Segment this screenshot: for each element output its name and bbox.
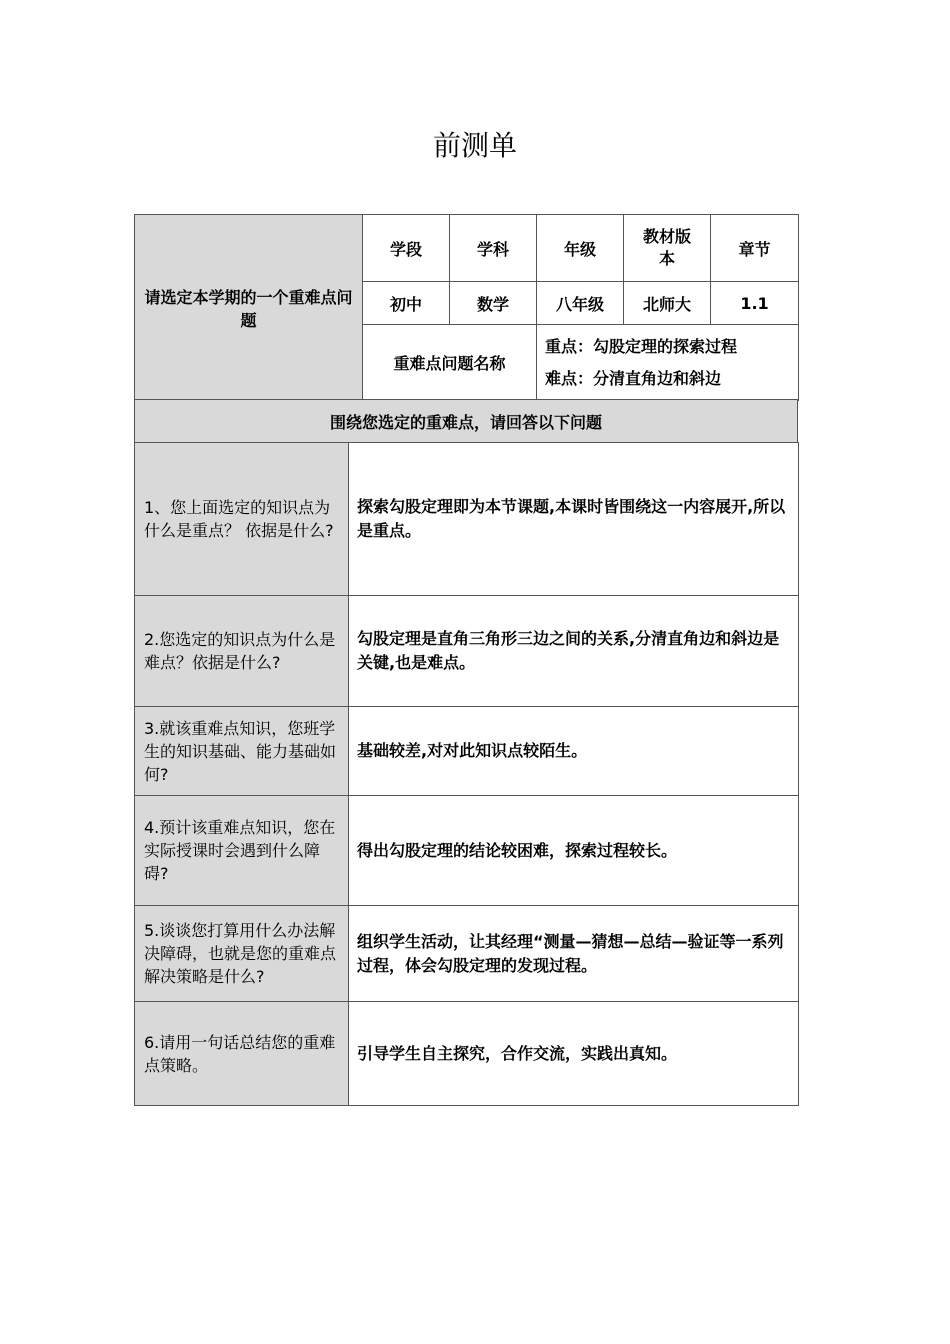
focus-cell (537, 325, 799, 401)
val-grade: 八年级 (537, 282, 624, 325)
qa-table (134, 442, 799, 1106)
col-stage: 学段 (363, 215, 450, 282)
col-textbook: 教材版本 (624, 215, 711, 282)
val-textbook: 北师大 (624, 282, 711, 325)
qa-row (135, 796, 799, 906)
qa-row (135, 906, 799, 1002)
question: 4.预计该重难点知识，您在实际授课时会遇到什么障碍? (135, 796, 349, 906)
qa-row (135, 596, 799, 707)
col-subject: 学科 (450, 215, 537, 282)
difficulty-text: 难点：分清直角边和斜边 (545, 368, 722, 388)
question: 6.请用一句话总结您的重难点策略。 (135, 1002, 349, 1106)
question: 3.就该重难点知识，您班学生的知识基础、能力基础如何? (135, 707, 349, 796)
question: 1、您上面选定的知识点为什么是重点？ 依据是什么? (135, 443, 349, 596)
question: 5.谈谈您打算用什么办法解决障碍，也就是您的重难点解决策略是什么? (135, 906, 349, 1002)
val-subject: 数学 (450, 282, 537, 325)
question: 2.您选定的知识点为什么是难点？依据是什么? (135, 596, 349, 707)
instruction-banner: 围绕您选定的重难点，请回答以下问题 (135, 400, 798, 443)
instruction-table (134, 399, 798, 443)
col-chapter: 章节 (711, 215, 799, 282)
answer: 引导学生自主探究，合作交流，实践出真知。 (349, 1002, 799, 1106)
prompt-cell: 请选定本学期的一个重难点问题 (135, 215, 363, 401)
answer: 探索勾股定理即为本节课题,本课时皆围绕这一内容展开,所以是重点。 (349, 443, 799, 596)
qa-row (135, 1002, 799, 1106)
page-title: 前测单 (432, 129, 517, 162)
name-label: 重难点问题名称 (363, 325, 537, 401)
focus-text: 重点：勾股定理的探索过程 (545, 336, 738, 356)
qa-row (135, 443, 799, 596)
info-table (134, 214, 799, 401)
answer: 基础较差,对对此知识点较陌生。 (349, 707, 799, 796)
qa-row (135, 707, 799, 796)
answer: 组织学生活动，让其经理“测量—猜想—总结—验证等一系列过程，体会勾股定理的发现过程。 (349, 906, 799, 1002)
val-chapter: 1.1 (711, 282, 799, 325)
answer: 勾股定理是直角三角形三边之间的关系,分清直角边和斜边是关键,也是难点。 (349, 596, 799, 707)
col-grade: 年级 (537, 215, 624, 282)
val-stage: 初中 (363, 282, 450, 325)
answer: 得出勾股定理的结论较困难，探索过程较长。 (349, 796, 799, 906)
